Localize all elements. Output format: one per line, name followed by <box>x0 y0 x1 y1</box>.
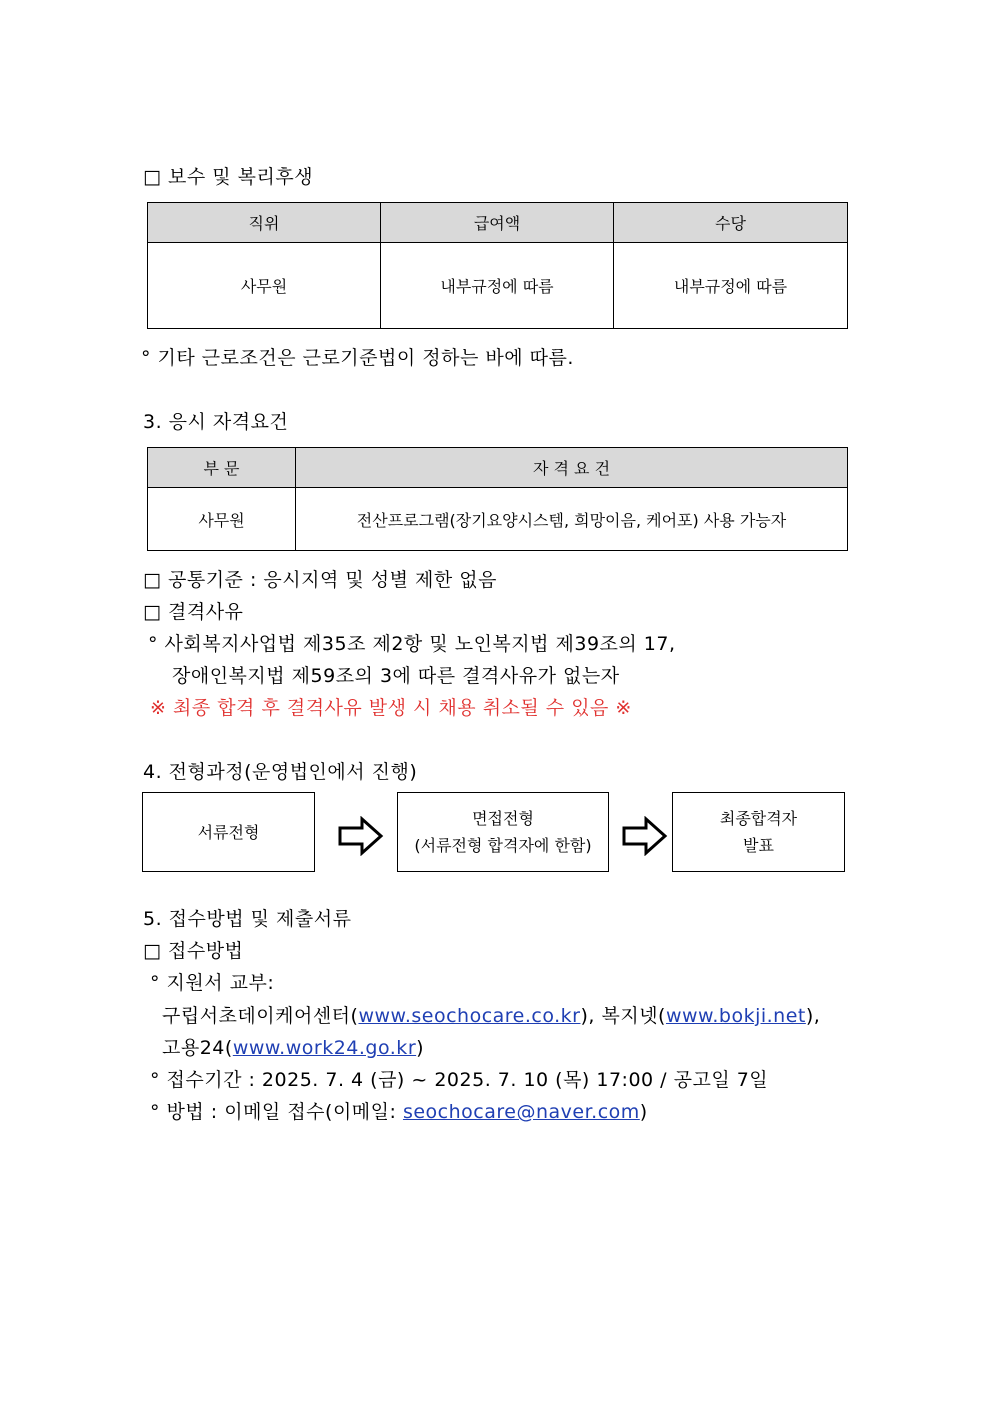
bokjinet-label: ), 복지넷( <box>580 1005 666 1027</box>
pay-cell-allowance: 내부규정에 따름 <box>614 243 848 329</box>
method-tail: ) <box>639 1101 648 1123</box>
section4-heading: 4. 전형과정(운영법인에서 진행) <box>143 761 418 783</box>
line1-tail: ), <box>805 1005 821 1027</box>
disqualification-line-1: ° 사회복지사업법 제35조 제2항 및 노인복지법 제39조의 17, <box>148 633 676 655</box>
pay-col-salary: 급여액 <box>381 203 614 243</box>
center-name: 구립서초데이케어센터( <box>162 1005 359 1027</box>
qual-cell-requirements: 전산프로그램(장기요양시스템, 희망이음, 케어포) 사용 가능자 <box>296 488 848 551</box>
submission-method <box>150 1097 648 1124</box>
step3-sublabel: 발표 <box>743 836 774 855</box>
qualification-table <box>147 447 848 551</box>
arrow-right-icon <box>622 816 668 856</box>
pay-heading: □ 보수 및 복리후생 <box>143 166 314 188</box>
application-form-label: ° 지원서 교부: <box>150 972 275 994</box>
seochocare-link[interactable]: www.seochocare.co.kr <box>358 1005 581 1027</box>
qual-col-dept: 부 문 <box>148 448 296 488</box>
qual-col-requirements: 자 격 요 건 <box>296 448 848 488</box>
step-final-announcement <box>672 792 845 872</box>
step2-sublabel: (서류전형 합격자에 한함) <box>414 836 592 855</box>
line2-tail: ) <box>416 1037 425 1059</box>
application-sources-line-2 <box>162 1033 424 1060</box>
step3-label: 최종합격자 <box>719 809 798 828</box>
step2-label: 면접전형 <box>472 809 534 828</box>
work24-label: 고용24( <box>162 1037 233 1059</box>
pay-table <box>147 202 848 329</box>
disqualification-warning: ※ 최종 합격 후 결격사유 발생 시 채용 취소될 수 있음 ※ <box>150 697 632 719</box>
disqualification-line-2: 장애인복지법 제59조의 3에 따른 결격사유가 없는자 <box>172 665 620 687</box>
application-sources-line-1 <box>162 1001 820 1028</box>
work24-link[interactable]: www.work24.go.kr <box>232 1037 417 1059</box>
step-interview <box>397 792 609 872</box>
email-link[interactable]: seochocare@naver.com <box>402 1101 640 1123</box>
disqualification-heading: □ 결격사유 <box>143 601 244 623</box>
pay-col-position: 직위 <box>148 203 381 243</box>
pay-col-allowance: 수당 <box>614 203 848 243</box>
bokji-link[interactable]: www.bokji.net <box>665 1005 806 1027</box>
method-label: ° 방법 : 이메일 접수(이메일: <box>150 1101 403 1123</box>
step1-label: 서류전형 <box>197 822 260 842</box>
section5-heading: 5. 접수방법 및 제출서류 <box>143 908 352 930</box>
pay-cell-position: 사무원 <box>148 243 381 329</box>
step-document-screening <box>142 792 315 872</box>
submission-method-heading: □ 접수방법 <box>143 940 244 962</box>
common-criteria: □ 공통기준 : 응시지역 및 성별 제한 없음 <box>143 569 497 591</box>
submission-period: ° 접수기간 : 2025. 7. 4 (금) ~ 2025. 7. 10 (목) 17:00 / 공고일 7일 <box>150 1069 769 1091</box>
pay-note: ° 기타 근로조건은 근로기준법이 정하는 바에 따름. <box>141 347 574 369</box>
section3-heading: 3. 응시 자격요건 <box>143 411 289 433</box>
pay-cell-salary: 내부규정에 따름 <box>381 243 614 329</box>
qual-cell-dept: 사무원 <box>148 488 296 551</box>
arrow-right-icon <box>338 816 384 856</box>
